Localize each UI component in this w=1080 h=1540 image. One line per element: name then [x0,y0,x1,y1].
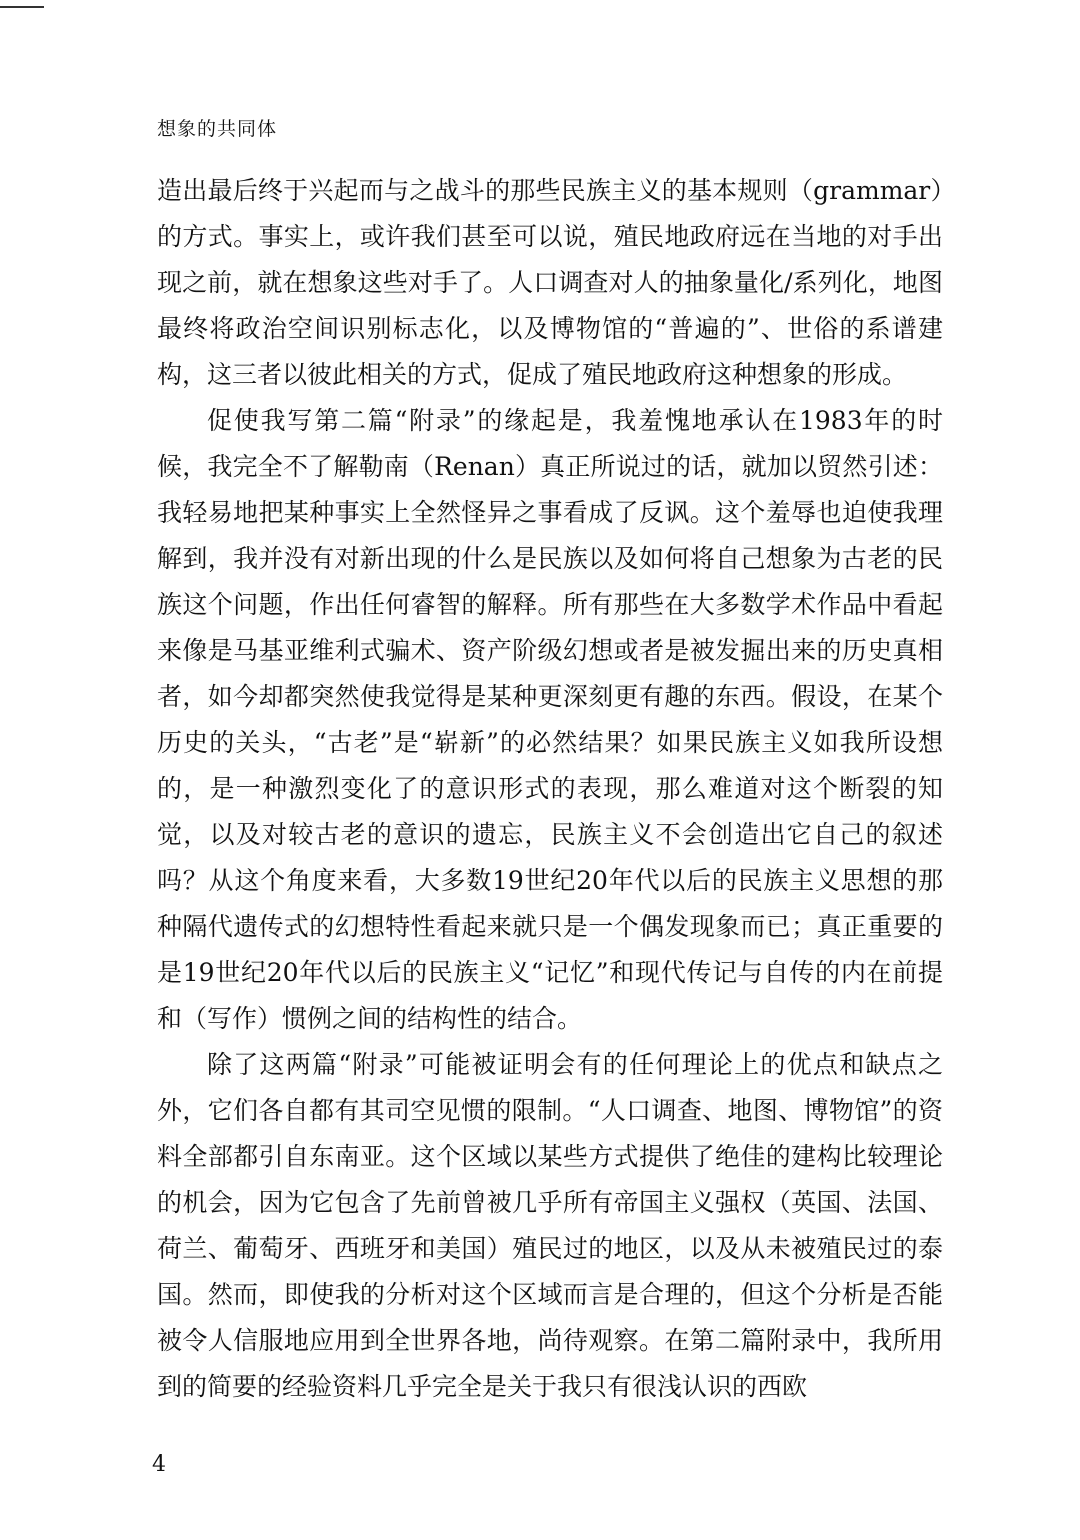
scan-edge-mark [0,6,44,8]
paragraph: 除了这两篇“附录”可能被证明会有的任何理论上的优点和缺点之外，它们各自都有其司空见惯的限制。“人口调查、地图、博物馆”的资料全部都引自东南亚。这个区域以某些方式提供了绝佳的建构比较理论的机会，因为它包含了先前曾被几乎所有帝国主义强权（英国、法国、荷兰、葡萄牙、西班牙和美国）殖民过的地区，以及从未被殖民过的泰国。然而，即使我的分析对这个区域而言是合理的，但这个分析是否能被令人信服地应用到全世界各地，尚待观察。在第二篇附录中，我所用到的简要的经验资料几乎完全是关于我只有很浅认识的西欧 [157,1050,943,1401]
running-header: 想象的共同体 [157,118,278,140]
body-text [157,168,943,1410]
page-number: 4 [152,1452,166,1477]
paragraph: 造出最后终于兴起而与之战斗的那些民族主义的基本规则（grammar）的方式。事实上，或许我们甚至可以说，殖民地政府远在当地的对手出现之前，就在想象这些对手了。人口调查对人的抽象量化/系列化，地图最终将政治空间识别标志化，以及博物馆的“普遍的”、世俗的系谱建构，这三者以彼此相关的方式，促成了殖民地政府这种想象的形成。 [157,176,943,389]
paragraph: 促使我写第二篇“附录”的缘起是，我羞愧地承认在1983年的时候，我完全不了解勒南（Renan）真正所说过的话，就加以贸然引述：我轻易地把某种事实上全然怪异之事看成了反讽。这个羞辱也迫使我理解到，我并没有对新出现的什么是民族以及如何将自己想象为古老的民族这个问题，作出任何睿智的解释。所有那些在大多数学术作品中看起来像是马基亚维利式骗术、资产阶级幻想或者是被发掘出来的历史真相者，如今却都突然使我觉得是某种更深刻更有趣的东西。假设，在某个历史的关头，“古老”是“崭新”的必然结果？如果民族主义如我所设想的，是一种激烈变化了的意识形式的表现，那么难道对这个断裂的知觉，以及对较古老的意识的遗忘，民族主义不会创造出它自己的叙述吗？从这个角度来看，大多数19世纪20年代以后的民族主义思想的那种隔代遗传式的幻想特性看起来就只是一个偶发现象而已；真正重要的是19世纪20年代以后的民族主义“记忆”和现代传记与自传的内在前提和（写作）惯例之间的结构性的结合。 [157,406,943,1033]
